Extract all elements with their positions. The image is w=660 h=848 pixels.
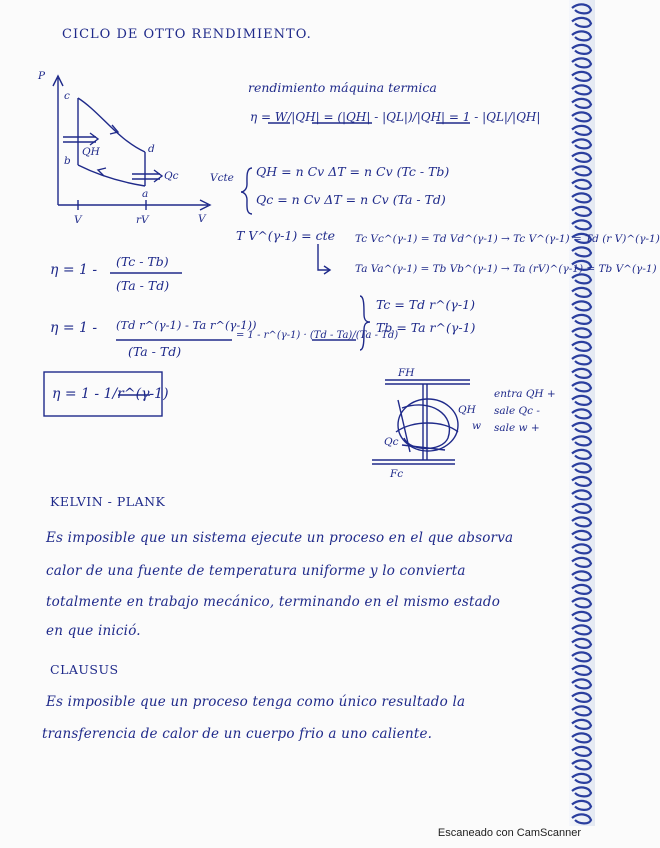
kelvin-line-1: Es imposible que un sistema ejecute un proceso en el que absorva <box>46 530 514 546</box>
spiral-ring <box>572 463 591 472</box>
qh-label: QH <box>82 146 100 158</box>
spiral-ring <box>572 504 591 513</box>
kelvin-line-2: calor de una fuente de temperatura uniforme y lo convierta <box>46 563 466 579</box>
spiral-ring <box>572 288 591 297</box>
spiral-ring <box>572 4 591 13</box>
spiral-ring <box>572 625 591 634</box>
spiral-ring <box>572 774 591 783</box>
spiral-ring <box>572 409 591 418</box>
spiral-ring <box>572 112 591 121</box>
spiral-binding <box>569 0 595 826</box>
spiral-ring <box>572 85 591 94</box>
spiral-ring <box>572 666 591 675</box>
engine-note-3: sale w + <box>494 422 540 434</box>
spiral-ring <box>572 787 591 796</box>
point-d-label: d <box>148 143 155 155</box>
spiral-ring <box>572 18 591 27</box>
spiral-ring <box>572 45 591 54</box>
spiral-ring <box>572 72 591 81</box>
point-b-label: b <box>64 155 71 167</box>
spiral-ring <box>572 126 591 135</box>
spiral-ring <box>572 517 591 526</box>
tc-relation: Tc = Td r^(γ-1) <box>376 297 475 312</box>
spiral-ring <box>572 598 591 607</box>
spiral-ring <box>572 490 591 499</box>
tick-v-label: V <box>74 214 82 226</box>
axis-p-label: P <box>38 70 46 82</box>
eta-eq1-lhs: η = 1 - <box>50 262 98 278</box>
spiral-ring <box>572 747 591 756</box>
eta-eq2-lhs: η = 1 - <box>50 320 98 336</box>
spiral-ring <box>572 396 591 405</box>
spiral-ring <box>572 639 591 648</box>
eta-eq2-denominator: (Ta - Td) <box>128 344 182 359</box>
point-c-label: c <box>64 90 70 102</box>
spiral-ring <box>572 558 591 567</box>
eta-eq2-numerator: (Td r^(γ-1) - Ta r^(γ-1)) <box>116 318 257 332</box>
kelvin-line-3: totalmente en trabajo mecánico, terminando en el mismo estado <box>46 594 501 610</box>
eta-eq1-denominator: (Ta - Td) <box>116 278 170 293</box>
spiral-ring <box>572 693 591 702</box>
engine-qc-label: Qc <box>384 436 399 448</box>
kelvin-line-4: en que inició. <box>46 623 141 639</box>
qc-equation: Qc = n Cv ΔT = n Cv (Ta - Td) <box>256 192 446 207</box>
engine-note-1: entra QH + <box>494 388 556 400</box>
spiral-ring <box>572 382 591 391</box>
engine-note-2: sale Qc - <box>494 405 540 417</box>
vcte-label: Vcte <box>210 172 234 184</box>
axis-v-label: V <box>198 213 206 225</box>
kelvin-heading: KELVIN - PLANK <box>50 494 166 509</box>
adiabatic-base: T V^(γ-1) = cte <box>236 228 336 243</box>
spiral-ring <box>572 315 591 324</box>
spiral-ring <box>572 220 591 229</box>
spiral-ring <box>572 301 591 310</box>
tick-rv-label: rV <box>136 214 149 226</box>
spiral-ring <box>572 274 591 283</box>
spiral-ring <box>572 612 591 621</box>
spiral-ring <box>572 328 591 337</box>
spiral-ring <box>572 760 591 769</box>
qh-equation: QH = n Cv ΔT = n Cv (Tc - Tb) <box>256 164 450 179</box>
spiral-ring <box>572 679 591 688</box>
spiral-ring <box>572 99 591 108</box>
qc-label: Qc <box>164 170 179 182</box>
efficiency-formula: η = W/|QH| = (|QH| - |QL|)/|QH| = 1 - |QL|/|QH| <box>250 110 541 124</box>
spiral-ring <box>572 652 591 661</box>
spiral-ring <box>572 355 591 364</box>
engine-qh-label: QH <box>458 404 476 416</box>
point-a-label: a <box>142 188 149 200</box>
spiral-ring <box>572 180 591 189</box>
efficiency-heading: rendimiento máquina termica <box>248 80 437 95</box>
spiral-ring <box>572 531 591 540</box>
engine-w-label: w <box>472 420 481 432</box>
spiral-ring <box>572 477 591 486</box>
engine-fh-label: FH <box>398 367 415 379</box>
engine-fc-label: Fc <box>390 468 404 480</box>
spiral-ring <box>572 436 591 445</box>
scanner-watermark: Escaneado con CamScanner <box>437 827 581 839</box>
adiabatic-line-2: Ta Va^(γ-1) = Tb Vb^(γ-1) → Ta (rV)^(γ-1) = Tb V^(γ-1) <box>355 263 657 275</box>
spiral-ring <box>572 369 591 378</box>
eta-eq1-numerator: (Tc - Tb) <box>116 254 169 269</box>
spiral-ring <box>572 193 591 202</box>
eta-eq2-rhs: = 1 - r^(γ-1) · (Td - Ta)/(Ta - Td) <box>236 330 399 341</box>
clausius-heading: CLAUSUS <box>50 662 119 677</box>
spiral-ring <box>572 544 591 553</box>
clausius-line-1: Es imposible que un proceso tenga como único resultado la <box>46 694 466 710</box>
spiral-ring <box>572 207 591 216</box>
spiral-ring <box>572 571 591 580</box>
spiral-ring <box>572 153 591 162</box>
spiral-ring <box>572 801 591 810</box>
tb-relation: Tb = Ta r^(γ-1) <box>376 320 476 335</box>
spiral-ring <box>572 814 591 823</box>
spiral-ring <box>572 58 591 67</box>
spiral-rings <box>569 0 595 826</box>
spiral-ring <box>572 585 591 594</box>
spiral-ring <box>572 733 591 742</box>
clausius-line-2: transferencia de calor de un cuerpo frio a uno caliente. <box>42 726 433 742</box>
page-title: CICLO DE OTTO RENDIMIENTO. <box>62 27 312 42</box>
adiabatic-line-1: Tc Vc^(γ-1) = Td Vd^(γ-1) → Tc V^(γ-1) = Td (r V)^(γ-1) <box>355 233 660 245</box>
spiral-ring <box>572 247 591 256</box>
efficiency-result: η = 1 - 1/r^(γ-1) <box>52 386 169 402</box>
spiral-ring <box>572 31 591 40</box>
spiral-ring <box>572 720 591 729</box>
spiral-ring <box>572 423 591 432</box>
spiral-ring <box>572 450 591 459</box>
spiral-ring <box>572 706 591 715</box>
spiral-ring <box>572 139 591 148</box>
spiral-ring <box>572 166 591 175</box>
spiral-ring <box>572 342 591 351</box>
